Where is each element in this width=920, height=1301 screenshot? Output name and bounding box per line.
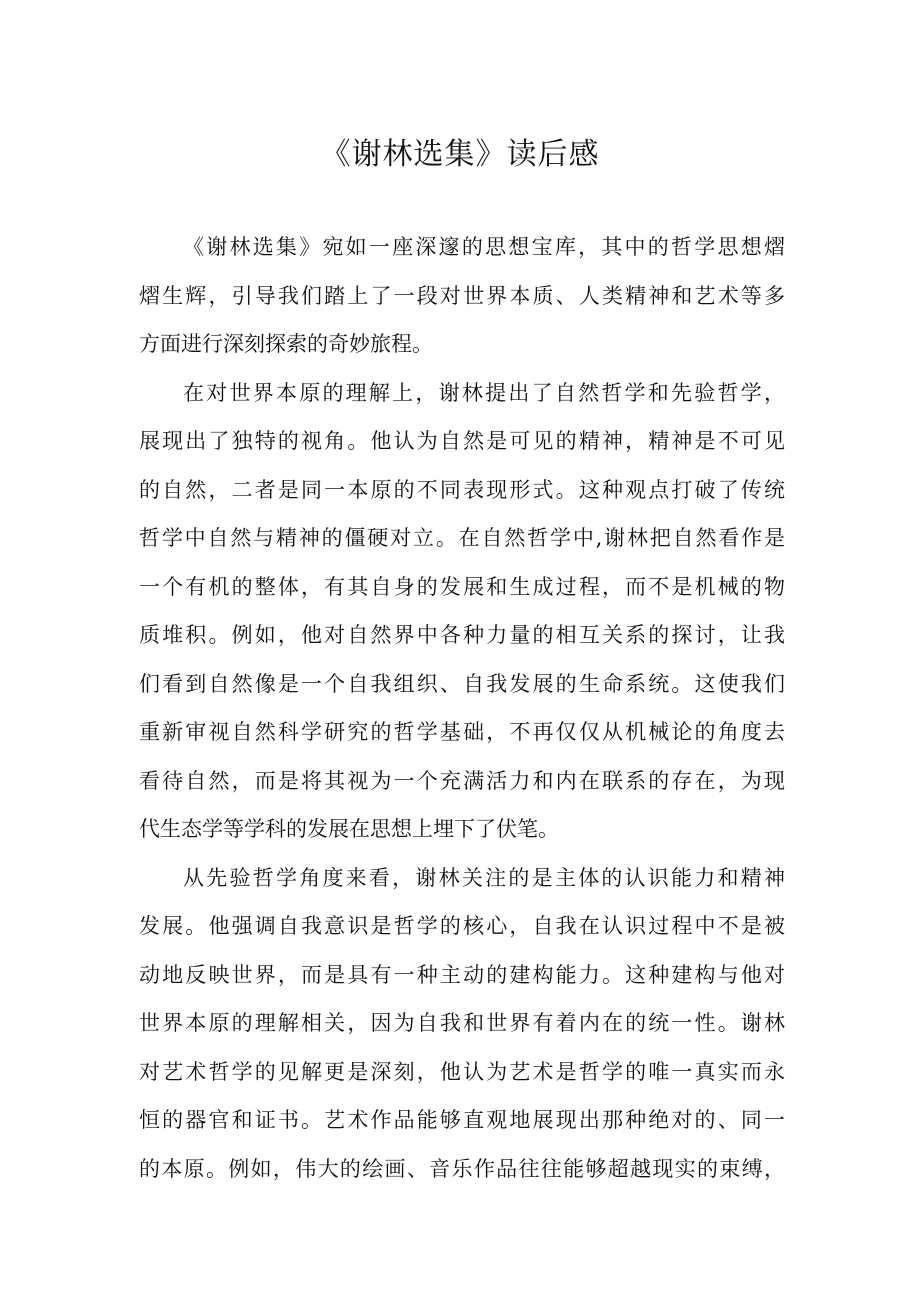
text-line: 对艺术哲学的见解更是深刻，他认为艺术是哲学的唯一真实而永 xyxy=(139,1059,785,1084)
text-line: 看待自然，而是将其视为一个充满活力和内在联系的存在，为现 xyxy=(139,768,785,793)
text-line: 《谢林选集》宛如一座深邃的思想宝库，其中的哲学思想熠 xyxy=(183,235,785,259)
text-line: 一个有机的整体，有其自身的发展和生成过程，而不是机械的物 xyxy=(139,574,785,599)
paragraph xyxy=(139,223,785,369)
text-line: 发展。他强调自我意识是哲学的核心，自我在认识过程中不是被 xyxy=(139,914,785,938)
text-line: 质堆积。例如，他对自然界中各种力量的相互关系的探讨，让我 xyxy=(139,623,785,647)
text-line: 代生态学等学科的发展在思想上埋下了伏笔。 xyxy=(139,817,559,841)
paragraph xyxy=(139,369,785,854)
document-body xyxy=(139,223,785,1193)
text-line: 的本原。例如，伟大的绘画、音乐作品往往能够超越现实的束缚， xyxy=(139,1156,785,1181)
text-line: 在对世界本原的理解上，谢林提出了自然哲学和先验哲学， xyxy=(183,380,785,405)
text-line: 的自然，二者是同一本原的不同表现形式。这种观点打破了传统 xyxy=(139,477,785,502)
text-line: 世界本原的理解相关，因为自我和世界有着内在的统一性。谢林 xyxy=(139,1011,785,1035)
text-line: 熠生辉，引导我们踏上了一段对世界本质、人类精神和艺术等多 xyxy=(139,283,785,308)
text-line: 动地反映世界，而是具有一种主动的建构能力。这种建构与他对 xyxy=(139,962,785,987)
text-line: 展现出了独特的视角。他认为自然是可见的精神，精神是不可见 xyxy=(139,429,785,453)
text-line: 从先验哲学角度来看，谢林关注的是主体的认识能力和精神 xyxy=(183,865,785,890)
paragraph xyxy=(139,854,785,1194)
text-line: 哲学中自然与精神的僵硬对立。在自然哲学中,谢林把自然看作是 xyxy=(139,526,785,550)
document-title: 《谢林选集》读后感 xyxy=(320,137,600,172)
text-line: 方面进行深刻探索的奇妙旅程。 xyxy=(139,332,433,356)
text-line: 重新审视自然科学研究的哲学基础，不再仅仅从机械论的角度去 xyxy=(139,720,785,744)
text-line: 们看到自然像是一个自我组织、自我发展的生命系统。这使我们 xyxy=(139,671,785,696)
text-line: 恒的器官和证书。艺术作品能够直观地展现出那种绝对的、同一 xyxy=(139,1108,785,1132)
